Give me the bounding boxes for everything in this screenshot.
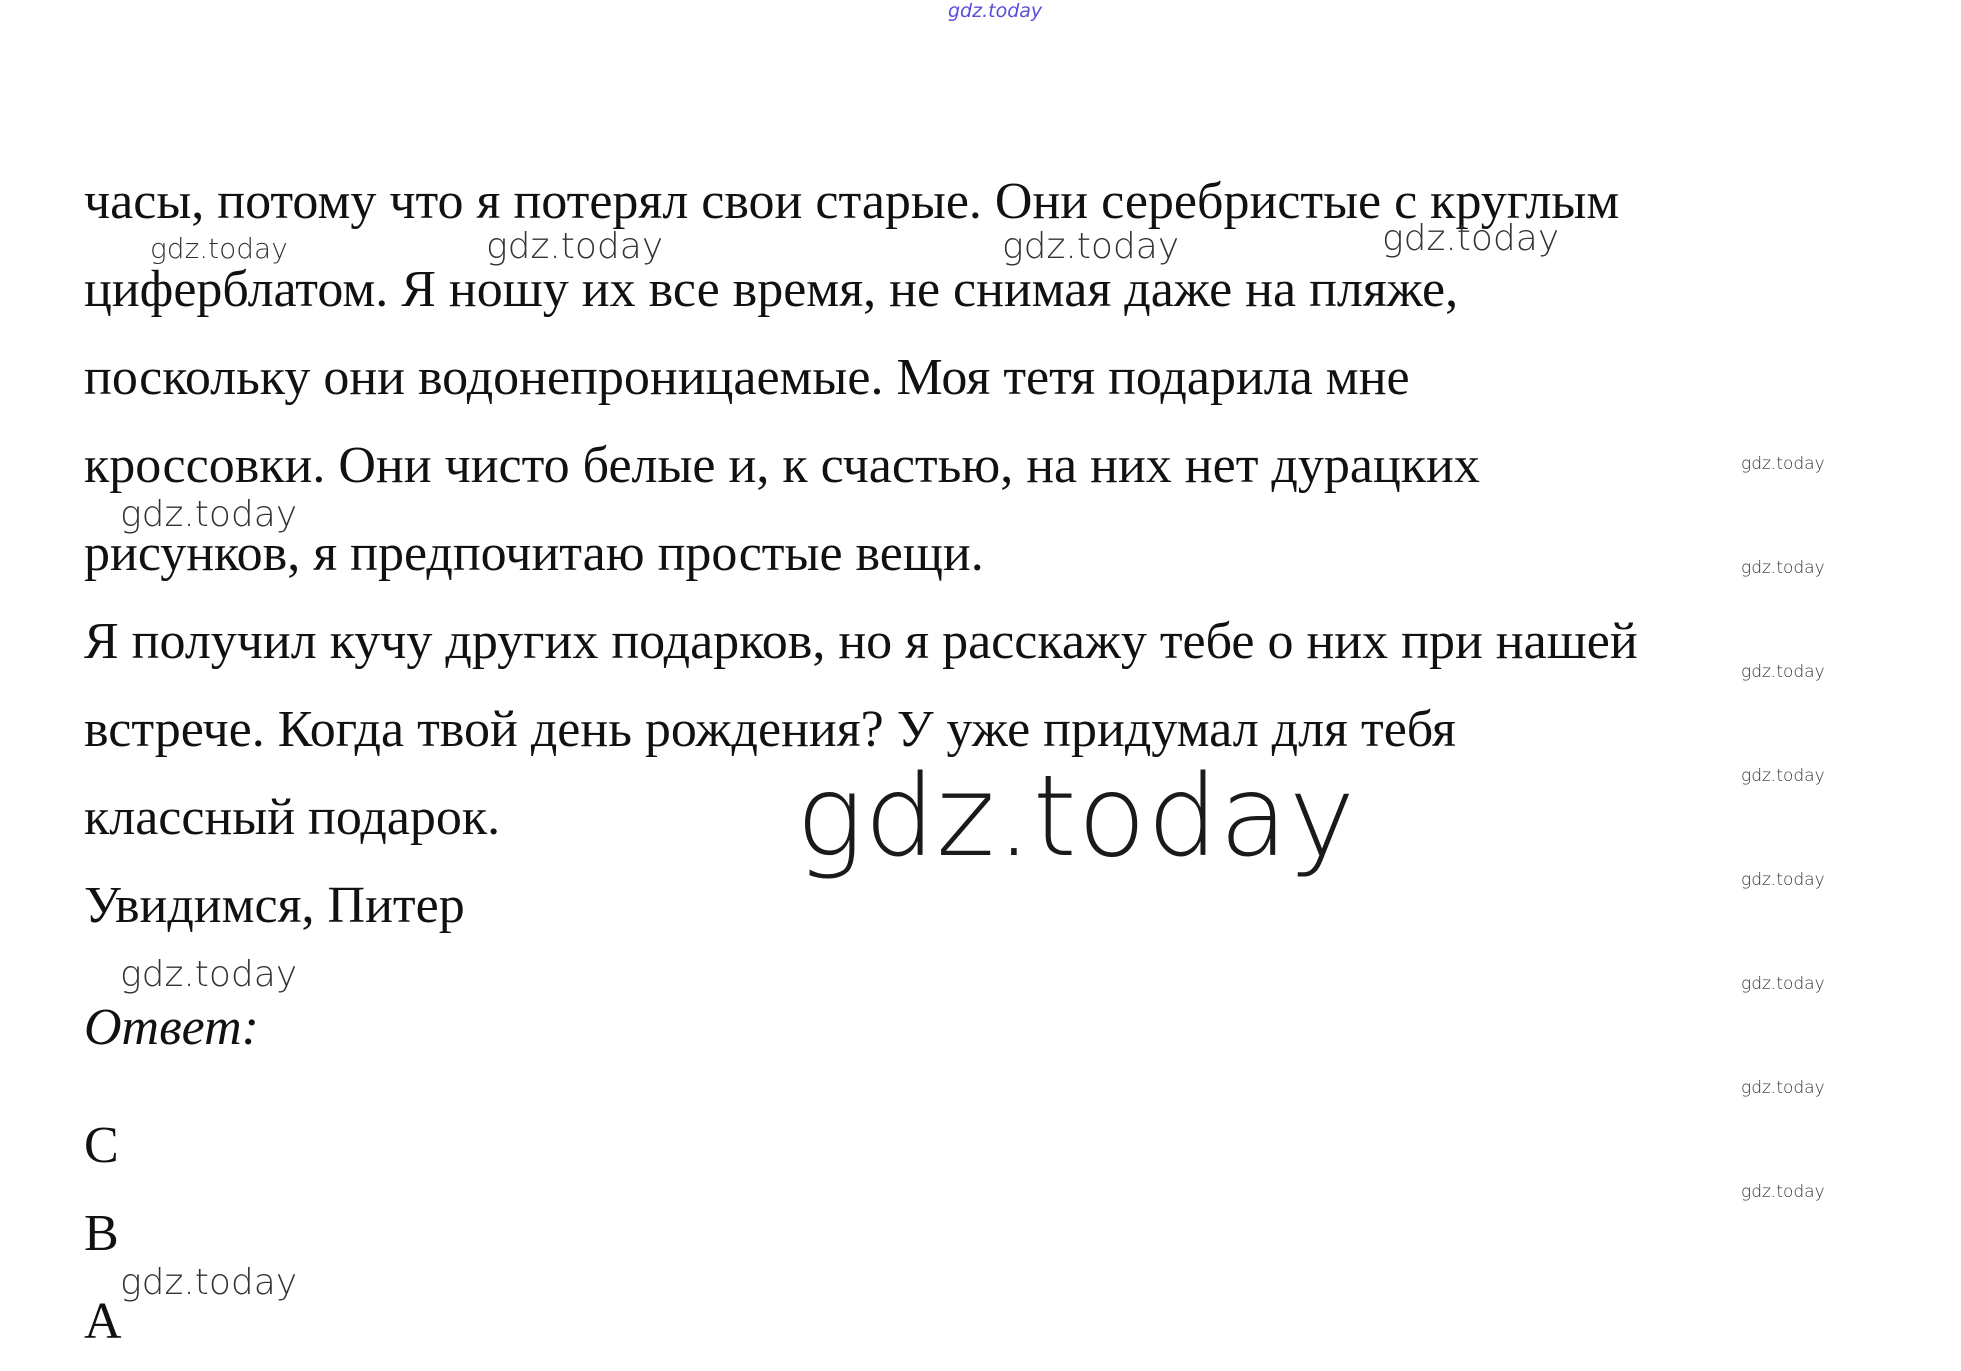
answer-heading: Ответ:: [84, 999, 259, 1056]
watermark: gdz.today: [1741, 870, 1825, 890]
letter-line-3: поскольку они водонепроницаемые. Моя тетя подарила мне: [84, 349, 1410, 406]
watermark: gdz.today: [120, 1262, 298, 1303]
watermark: gdz.today: [1002, 226, 1180, 267]
letter-line-4: кроссовки. Они чисто белые и, к счастью, на них нет дурацких: [84, 437, 1480, 494]
watermark: gdz.today: [1741, 1078, 1825, 1098]
watermark: gdz.today: [1741, 766, 1825, 786]
watermark: gdz.today: [1382, 218, 1560, 259]
letter-line-2: циферблатом. Я ношу их все время, не снимая даже на пляже,: [84, 261, 1459, 318]
watermark: gdz.today: [1741, 454, 1825, 474]
answer-item-3: A: [84, 1293, 122, 1350]
answer-item-1: C: [84, 1117, 119, 1174]
watermark-large: gdz.today: [796, 752, 1357, 882]
watermark: gdz.today: [1741, 662, 1825, 682]
watermark-top: gdz.today: [948, 0, 1043, 22]
letter-line-5: рисунков, я предпочитаю простые вещи.: [84, 525, 984, 582]
watermark: gdz.today: [1741, 1182, 1825, 1202]
answer-item-2: B: [84, 1205, 119, 1262]
letter-line-6: Я получил кучу других подарков, но я расскажу тебе о них при нашей: [84, 613, 1638, 670]
watermark: gdz.today: [150, 232, 288, 265]
letter-line-7: встрече. Когда твой день рождения? У уже придумал для тебя: [84, 701, 1456, 758]
watermark: gdz.today: [120, 494, 298, 535]
watermark: gdz.today: [486, 226, 664, 267]
letter-line-8: классный подарок.: [84, 789, 501, 846]
watermark: gdz.today: [120, 954, 298, 995]
letter-line-1: часы, потому что я потерял свои старые. Они серебристые с круглым: [84, 173, 1620, 230]
watermark: gdz.today: [1741, 974, 1825, 994]
watermark: gdz.today: [1741, 558, 1825, 578]
letter-signature: Увидимся, Питер: [84, 877, 465, 934]
